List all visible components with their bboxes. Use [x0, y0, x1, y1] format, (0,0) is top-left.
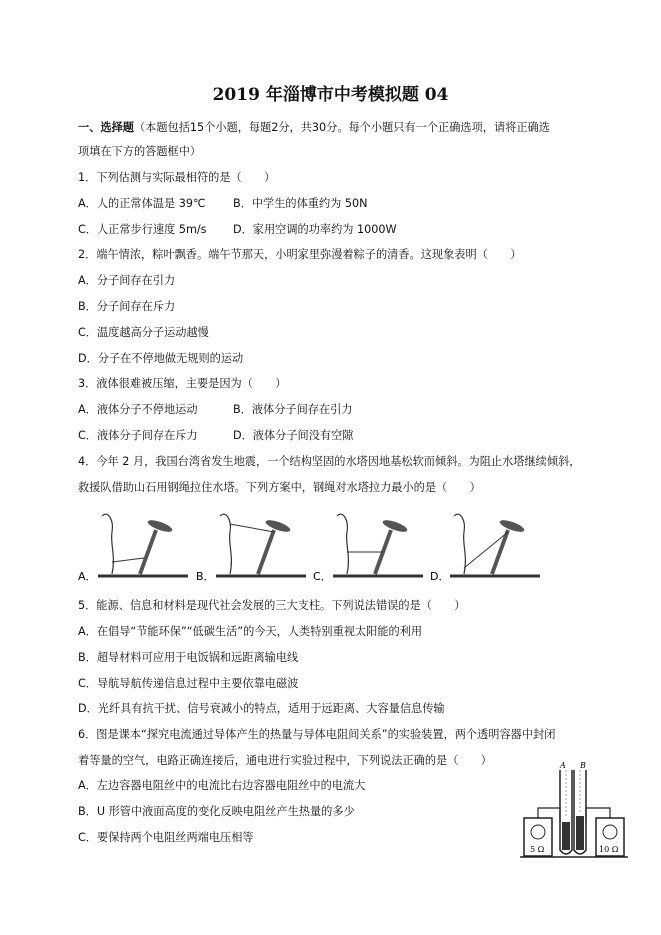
right-resistance-label: 10 Ω: [599, 845, 619, 854]
tube-label-b: B: [580, 761, 586, 770]
left-resistance-label: 5 Ω: [530, 845, 545, 854]
tower-tank: [381, 518, 408, 534]
q1-stem: 1．下列估测与实际最相符的是（ ）: [78, 171, 276, 184]
q4-stem: 4．今年 2 月，我国台湾省发生地震，一个结构坚固的水塔因地基松软而倾斜。为阻止水塔继续倾斜，: [78, 455, 581, 468]
mountain-outline: [220, 514, 231, 574]
q4-label-c: C．: [313, 570, 332, 583]
q1-options-row1: [78, 197, 368, 210]
q6-option-c: C．要保持两个电阻丝两端电压相等: [78, 831, 254, 844]
q4-label-d: D．: [430, 570, 450, 583]
right-resistor-coil: [603, 825, 617, 839]
q2-option-d: D．分子在不停地做无规则的运动: [78, 352, 244, 365]
section-header: [78, 122, 550, 133]
section-description: （本题包括15个小题，每题2分，共30分。每个小题只有一个正确选项，请将正确选: [133, 121, 550, 134]
q2-option-a: A．分子间存在引力: [78, 274, 176, 287]
q3-option-b: B．液体分子间存在引力: [233, 403, 353, 416]
liquid-a: [562, 822, 570, 850]
section-heading: 一、选择题: [78, 121, 134, 134]
tower-body: [258, 530, 274, 574]
left-tube: [538, 808, 560, 822]
tower-tank: [264, 518, 291, 534]
mountain-outline: [337, 514, 348, 574]
q4-label-a: A．: [78, 570, 97, 583]
q3-stem: 3．液体很难被压缩，主要是因为（ ）: [78, 377, 287, 390]
steel-rope: [230, 524, 274, 532]
tube-label-a: A: [560, 761, 566, 770]
q3-options-row1: [78, 403, 353, 416]
q1-option-c: C．人正常步行速度 5m/s: [78, 223, 207, 236]
q5-option-b: B．超导材料可应用于电饭锅和远距离输电线: [78, 651, 299, 664]
q4-stem-cont: 救援队借助山石用钢绳拉住水塔。下列方案中，钢绳对水塔拉力最小的是（ ）: [78, 481, 481, 494]
q2-stem: 2．端午情浓，粽叶飘香。端午节那天，小明家里弥漫着粽子的清香。这现象表明（ ）: [78, 248, 522, 261]
q4-label-b: B．: [196, 570, 215, 583]
page-title: 2019 年淄博市中考模拟题 04: [212, 85, 449, 105]
q3-option-d: D．液体分子间没有空隙: [233, 429, 354, 442]
section-description-cont: 项填在下方的答题框中）: [78, 145, 202, 158]
right-tube: [586, 808, 610, 822]
tower-tank: [498, 518, 525, 534]
q4-figures: [78, 502, 548, 590]
q6-stem-cont: 着等量的空气，电路正确连接后，通电进行实验过程中，下列说法正确的是（ ）: [78, 754, 492, 767]
q4-figures-svg: [78, 502, 548, 586]
q1-option-b: B．中学生的体重约为 50N: [233, 197, 368, 210]
q6-apparatus-svg: [520, 762, 632, 860]
q5-option-c: C．导航导航传递信息过程中主要依靠电磁波: [78, 677, 299, 690]
liquid-b: [576, 816, 584, 850]
q2-option-c: C．温度越高分子运动越慢: [78, 326, 209, 339]
q5-option-a: A．在倡导“节能环保”“低碳生活”的今天，人类特别重视太阳能的利用: [78, 625, 423, 638]
q6-figure: [520, 762, 632, 864]
q4-figure-a: [78, 514, 188, 583]
q5-stem: 5．能源、信息和材料是现代社会发展的三大支柱。下列说法错误的是（ ）: [78, 599, 466, 612]
left-resistor-coil: [531, 825, 545, 839]
q3-options-row2: [78, 429, 354, 442]
q6-stem: 6．图是课本“探究电流通过导体产生的热量与导体电阻间关系”的实验装置，两个透明容器中封闭: [78, 728, 556, 741]
q1-option-d: D．家用空调的功率约为 1000W: [233, 223, 397, 236]
q4-figure-d: [430, 514, 540, 583]
tower-tank: [146, 518, 173, 534]
q5-option-d: D．光纤具有抗干扰、信号衰减小的特点，适用于远距离、大容量信息传输: [78, 702, 445, 715]
steel-rope: [112, 558, 144, 562]
mountain-outline: [454, 514, 465, 574]
q6-option-a: A．左边容器电阻丝中的电流比右边容器电阻丝中的电流大: [78, 779, 366, 792]
q6-option-b: B．U 形管中液面高度的变化反映电阻丝产生热量的多少: [78, 805, 355, 818]
tower-body: [492, 530, 508, 574]
q1-option-a: A．人的正常体温是 39℃: [78, 197, 206, 210]
q4-figure-c: [313, 514, 423, 583]
q3-option-c: C．液体分子间存在斥力: [78, 429, 198, 442]
q1-options-row2: [78, 223, 397, 236]
q3-option-a: A．液体分子不停地运动: [78, 403, 198, 416]
q4-figure-b: [196, 514, 306, 583]
tower-body: [140, 530, 156, 574]
q2-option-b: B．分子间存在斥力: [78, 300, 176, 313]
mountain-outline: [102, 514, 113, 574]
